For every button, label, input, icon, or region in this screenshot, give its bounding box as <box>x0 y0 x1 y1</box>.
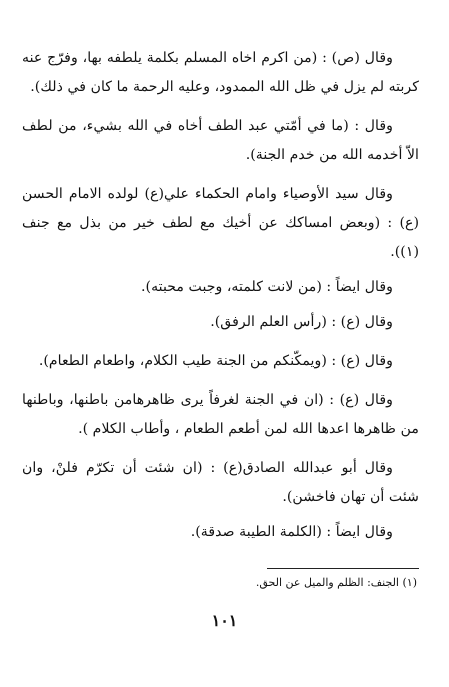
page-body <box>22 44 419 557</box>
hadith-paragraph-6: وقال (ع) : (ويمكّنكم من الجنة طيب الكلام، واطعام الطعام). <box>38 353 393 369</box>
hadith-paragraph-1: وقال (ص) : (من اكرم اخاه المسلم بكلمة يلطفه بها، وفرّج عنه كربته لم يزل في ظل الله الممدود، وعليه الرحمة ما كان في ذلك). <box>22 50 419 95</box>
hadith-paragraph-3: وقال سيد الأوصياء وامام الحكماء علي(ع) لولده الامام الحسن (ع) : (وبعض امساكك عن أخيك مع لطف خير من بذل مع جنف (١)). <box>22 186 419 260</box>
page-number: ١٠١ <box>211 611 238 630</box>
hadith-paragraph-7: وقال (ع) : (ان في الجنة لغرفاً يرى ظاهرهامن باطنها، وباطنها من ظاهرها اعدها الله لمن أطعم الطعام ، وأطاب الكلام ). <box>22 392 419 437</box>
hadith-paragraph-8: وقال أبو عبدالله الصادق(ع) : (ان شئت أن تكرّم فلنْ، وان شئت أن تهان فاخشن). <box>22 460 419 505</box>
hadith-paragraph-5: وقال (ع) : (رأس العلم الرفق). <box>210 314 393 330</box>
footnote: (١) الجنف: الظلم والميل عن الحق. <box>255 576 417 589</box>
hadith-paragraph-9: وقال ايضاً : (الكلمة الطيبة صدقة). <box>190 524 393 540</box>
hadith-paragraph-4: وقال ايضاً : (من لانت كلمته، وجبت محبته). <box>141 279 393 295</box>
footnote-divider <box>267 568 419 569</box>
hadith-paragraph-2: وقال : (ما في أمّتي عبد الطف أخاه في الله بشيء، من لطف الاّ أخدمه الله من خدم الجنة). <box>22 118 419 163</box>
